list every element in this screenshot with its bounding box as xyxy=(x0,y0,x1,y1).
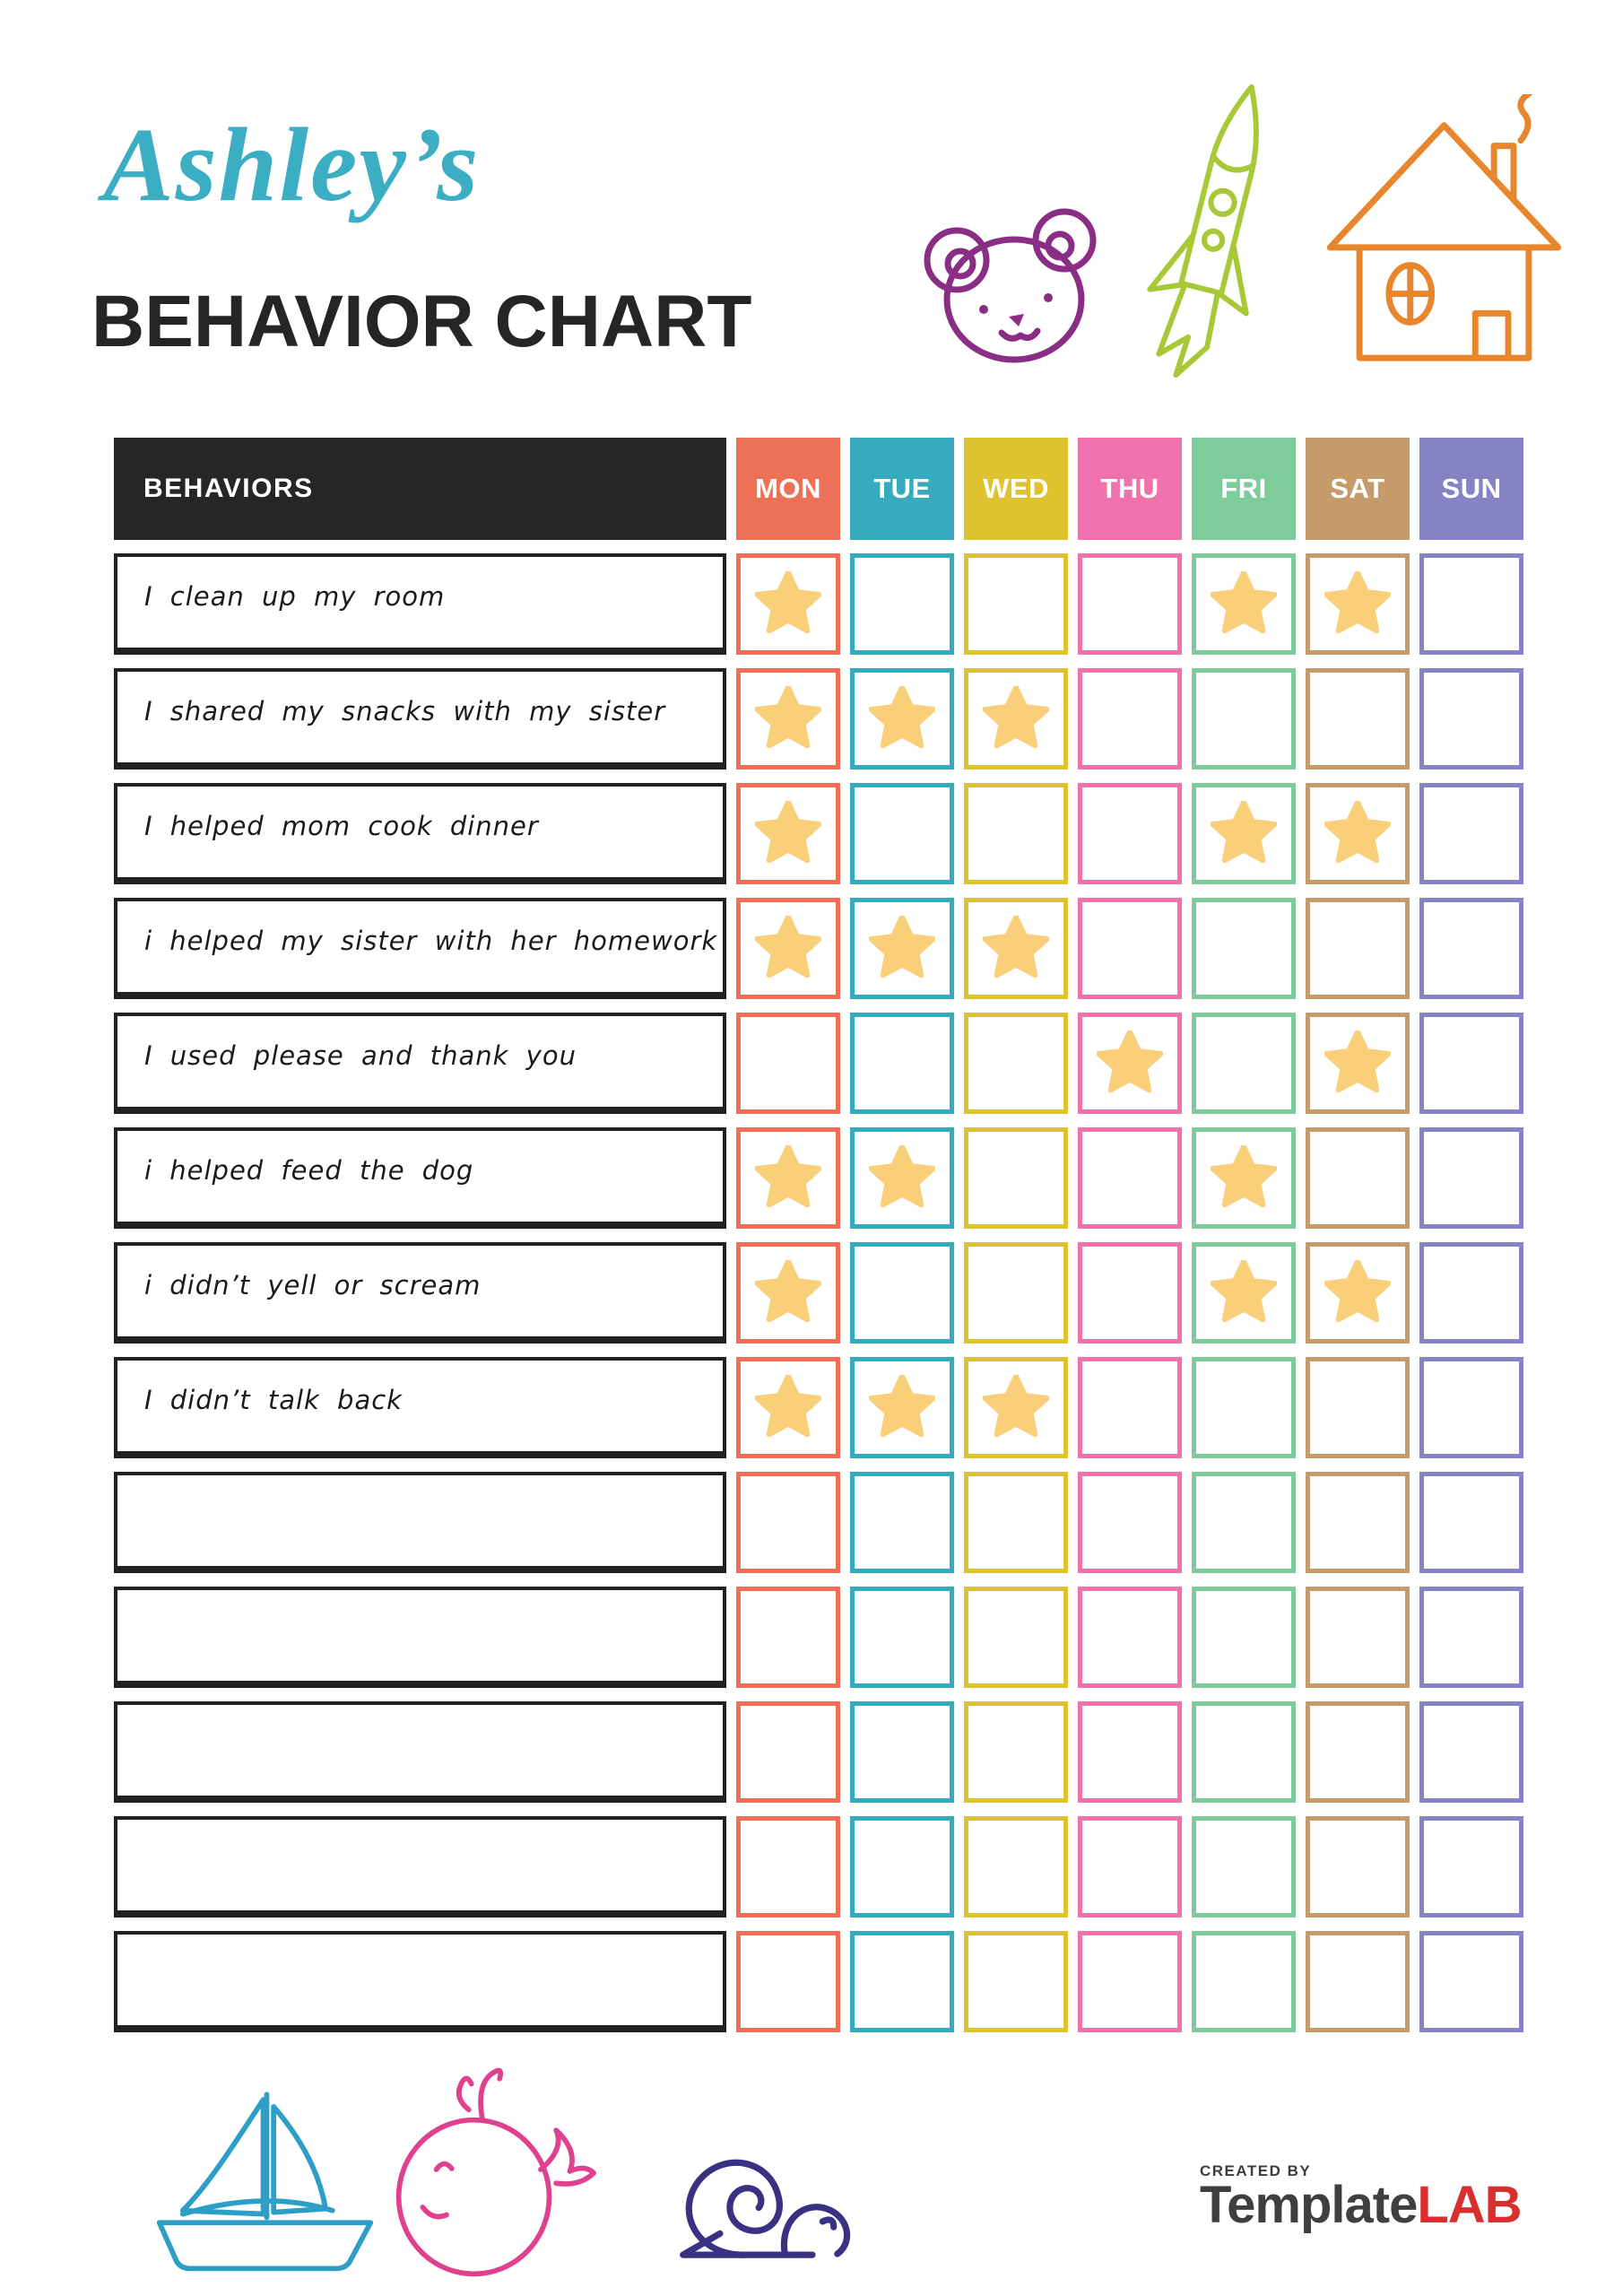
rocket-icon xyxy=(1137,74,1294,389)
star-icon xyxy=(1324,1031,1391,1097)
star-icon xyxy=(755,1145,821,1212)
cell-r4-tue xyxy=(850,898,954,999)
day-header-fri: FRI xyxy=(1192,438,1296,540)
cell-r8-fri xyxy=(1192,1357,1296,1458)
cell-r6-thu xyxy=(1078,1127,1182,1229)
cell-r10-thu xyxy=(1078,1587,1182,1688)
behavior-label-row1: I clean up my room xyxy=(114,553,726,655)
star-icon xyxy=(1324,801,1391,867)
cell-r13-sat xyxy=(1306,1931,1410,2032)
cell-r13-wed xyxy=(964,1931,1068,2032)
cell-r4-sat xyxy=(1306,898,1410,999)
star-icon xyxy=(869,916,935,982)
cell-r5-sun xyxy=(1419,1013,1523,1114)
cell-r12-thu xyxy=(1078,1816,1182,1918)
sailboat-icon xyxy=(133,2079,397,2278)
star-icon xyxy=(1324,1260,1391,1326)
behavior-label-row9 xyxy=(114,1472,726,1573)
cell-r11-wed xyxy=(964,1701,1068,1803)
star-icon xyxy=(755,801,821,867)
cell-r2-tue xyxy=(850,668,954,770)
cell-r6-wed xyxy=(964,1127,1068,1229)
cell-r2-sun xyxy=(1419,668,1523,770)
cell-r12-tue xyxy=(850,1816,954,1918)
cell-r1-sun xyxy=(1419,553,1523,655)
cell-r10-tue xyxy=(850,1587,954,1688)
behaviors-column-header: BEHAVIORS xyxy=(114,438,726,540)
cell-r12-sun xyxy=(1419,1816,1523,1918)
day-header-tue: TUE xyxy=(850,438,954,540)
cell-r10-fri xyxy=(1192,1587,1296,1688)
cell-r3-sun xyxy=(1419,783,1523,884)
behavior-label-row12 xyxy=(114,1816,726,1918)
star-icon xyxy=(983,1375,1049,1441)
behavior-label-row5: I used please and thank you xyxy=(114,1013,726,1114)
star-icon xyxy=(755,1375,821,1441)
cell-r6-mon xyxy=(736,1127,840,1229)
cell-r11-sat xyxy=(1306,1701,1410,1803)
cell-r8-wed xyxy=(964,1357,1068,1458)
cell-r10-sat xyxy=(1306,1587,1410,1688)
behavior-label-row11 xyxy=(114,1701,726,1803)
cell-r5-tue xyxy=(850,1013,954,1114)
behavior-label-row13 xyxy=(114,1931,726,2032)
cell-r9-thu xyxy=(1078,1472,1182,1573)
cell-r4-fri xyxy=(1192,898,1296,999)
child-name-title: Ashley’s xyxy=(103,106,481,223)
cell-r7-fri xyxy=(1192,1242,1296,1344)
behavior-label-row7: i didn’t yell or scream xyxy=(114,1242,726,1344)
cell-r4-sun xyxy=(1419,898,1523,999)
cell-r12-mon xyxy=(736,1816,840,1918)
cell-r6-sun xyxy=(1419,1127,1523,1229)
cell-r3-wed xyxy=(964,783,1068,884)
star-icon xyxy=(983,686,1049,752)
cell-r10-sun xyxy=(1419,1587,1523,1688)
cell-r7-wed xyxy=(964,1242,1068,1344)
cell-r10-wed xyxy=(964,1587,1068,1688)
cell-r7-sat xyxy=(1306,1242,1410,1344)
star-icon xyxy=(1211,1260,1277,1326)
bear-icon xyxy=(913,204,1121,366)
star-icon xyxy=(1324,571,1391,638)
whale-icon xyxy=(384,2058,603,2281)
snail-icon xyxy=(632,2117,872,2267)
cell-r2-sat xyxy=(1306,668,1410,770)
cell-r6-fri xyxy=(1192,1127,1296,1229)
cell-r1-sat xyxy=(1306,553,1410,655)
cell-r9-sun xyxy=(1419,1472,1523,1573)
cell-r9-sat xyxy=(1306,1472,1410,1573)
cell-r10-mon xyxy=(736,1587,840,1688)
star-icon xyxy=(1211,1145,1277,1212)
cell-r8-thu xyxy=(1078,1357,1182,1458)
day-header-sat: SAT xyxy=(1306,438,1410,540)
cell-r4-wed xyxy=(964,898,1068,999)
cell-r9-fri xyxy=(1192,1472,1296,1573)
cell-r11-tue xyxy=(850,1701,954,1803)
behavior-label-row2: I shared my snacks with my sister xyxy=(114,668,726,770)
cell-r4-thu xyxy=(1078,898,1182,999)
star-icon xyxy=(755,916,821,982)
house-icon xyxy=(1316,94,1572,370)
cell-r11-fri xyxy=(1192,1701,1296,1803)
cell-r8-sun xyxy=(1419,1357,1523,1458)
page-title: BEHAVIOR CHART xyxy=(91,281,752,362)
cell-r12-wed xyxy=(964,1816,1068,1918)
star-icon xyxy=(869,1375,935,1441)
cell-r13-mon xyxy=(736,1931,840,2032)
star-icon xyxy=(755,1260,821,1326)
cell-r11-sun xyxy=(1419,1701,1523,1803)
day-header-sun: SUN xyxy=(1419,438,1523,540)
cell-r2-thu xyxy=(1078,668,1182,770)
star-icon xyxy=(869,1145,935,1212)
cell-r8-tue xyxy=(850,1357,954,1458)
day-header-wed: WED xyxy=(964,438,1068,540)
behavior-label-row10 xyxy=(114,1587,726,1688)
cell-r5-fri xyxy=(1192,1013,1296,1114)
star-icon xyxy=(1211,801,1277,867)
behavior-label-row4: i helped my sister with her homework xyxy=(114,898,726,999)
cell-r5-sat xyxy=(1306,1013,1410,1114)
brand-logo xyxy=(1200,2162,1522,2234)
cell-r12-fri xyxy=(1192,1816,1296,1918)
cell-r3-tue xyxy=(850,783,954,884)
cell-r12-sat xyxy=(1306,1816,1410,1918)
cell-r1-tue xyxy=(850,553,954,655)
cell-r1-mon xyxy=(736,553,840,655)
cell-r13-sun xyxy=(1419,1931,1523,2032)
cell-r7-sun xyxy=(1419,1242,1523,1344)
cell-r5-wed xyxy=(964,1013,1068,1114)
cell-r7-mon xyxy=(736,1242,840,1344)
cell-r1-wed xyxy=(964,553,1068,655)
cell-r7-tue xyxy=(850,1242,954,1344)
cell-r3-sat xyxy=(1306,783,1410,884)
cell-r3-thu xyxy=(1078,783,1182,884)
brand-created-by: CREATED BY xyxy=(1200,2162,1312,2179)
brand-template: Template xyxy=(1200,2176,1418,2234)
cell-r5-thu xyxy=(1078,1013,1182,1114)
day-header-thu: THU xyxy=(1078,438,1182,540)
cell-r8-mon xyxy=(736,1357,840,1458)
cell-r13-thu xyxy=(1078,1931,1182,2032)
star-icon xyxy=(983,916,1049,982)
cell-r13-fri xyxy=(1192,1931,1296,2032)
star-icon xyxy=(1097,1031,1163,1097)
cell-r2-wed xyxy=(964,668,1068,770)
cell-r8-sat xyxy=(1306,1357,1410,1458)
cell-r1-fri xyxy=(1192,553,1296,655)
cell-r2-mon xyxy=(736,668,840,770)
cell-r9-tue xyxy=(850,1472,954,1573)
cell-r9-wed xyxy=(964,1472,1068,1573)
cell-r1-thu xyxy=(1078,553,1182,655)
cell-r7-thu xyxy=(1078,1242,1182,1344)
cell-r11-thu xyxy=(1078,1701,1182,1803)
star-icon xyxy=(755,571,821,638)
behavior-label-row6: i helped feed the dog xyxy=(114,1127,726,1229)
star-icon xyxy=(1211,571,1277,638)
behavior-table xyxy=(114,438,1523,2032)
star-icon xyxy=(755,686,821,752)
cell-r9-mon xyxy=(736,1472,840,1573)
behavior-label-row8: I didn’t talk back xyxy=(114,1357,726,1458)
cell-r6-sat xyxy=(1306,1127,1410,1229)
day-header-mon: MON xyxy=(736,438,840,540)
star-icon xyxy=(869,686,935,752)
cell-r5-mon xyxy=(736,1013,840,1114)
cell-r2-fri xyxy=(1192,668,1296,770)
cell-r3-fri xyxy=(1192,783,1296,884)
cell-r11-mon xyxy=(736,1701,840,1803)
brand-lab: LAB xyxy=(1417,2176,1522,2234)
behavior-label-row3: I helped mom cook dinner xyxy=(114,783,726,884)
cell-r13-tue xyxy=(850,1931,954,2032)
cell-r4-mon xyxy=(736,898,840,999)
cell-r6-tue xyxy=(850,1127,954,1229)
cell-r3-mon xyxy=(736,783,840,884)
